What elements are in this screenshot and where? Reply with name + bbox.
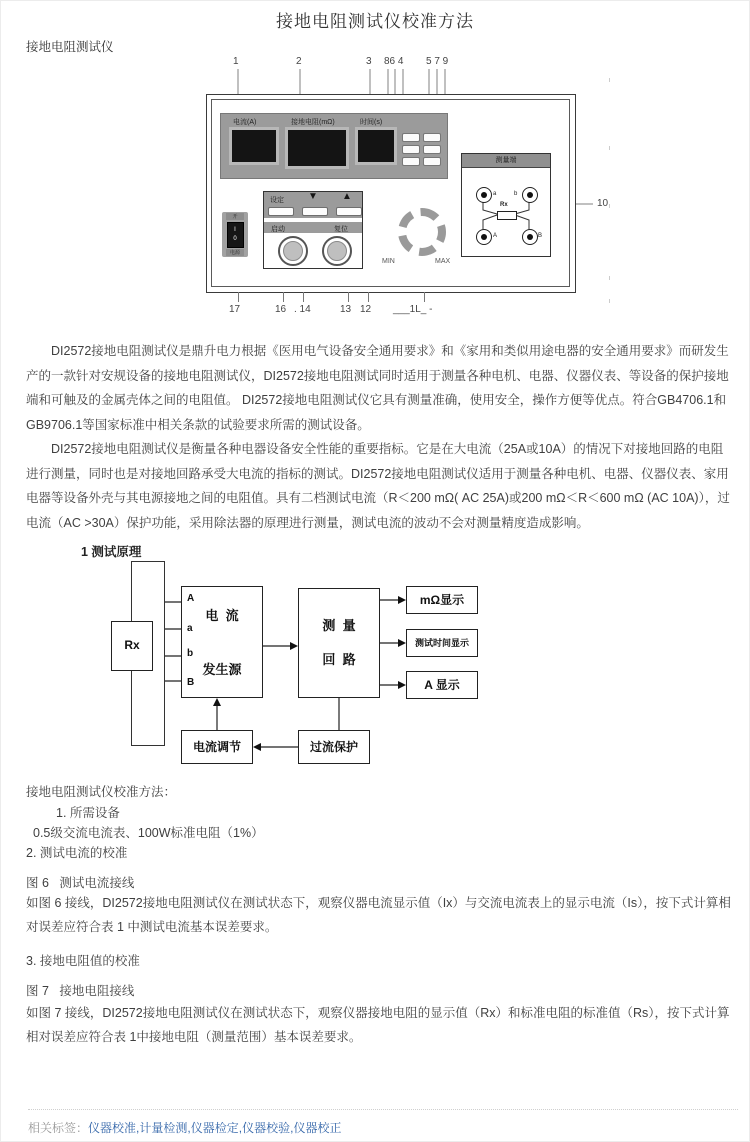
tag-separator: , [187,1121,191,1135]
display-label-current: 电流(A) [233,119,257,126]
src-terminal-B: B [187,677,195,688]
tag-link-check[interactable]: 仪器校验 [242,1121,291,1135]
set-key-label: 设定 [270,197,284,204]
time-display [355,127,397,165]
up-key [336,207,362,216]
device-front-panel-figure [201,56,631,326]
equipment-line: 0.5级交流电流表、100W标准电阻（1%） [33,826,264,840]
rocker-off: 0 [233,235,237,242]
set-key [268,207,294,216]
callout-17: 17 [229,304,241,315]
callout-14: . 14 [294,304,311,315]
power-on-label: 开 [226,213,244,220]
related-tags-label: 相关标签： [28,1121,89,1135]
start-button [278,236,308,266]
overcurrent-protect-block: 过流保护 [298,730,370,764]
down-arrow-icon: ▼ [308,191,318,202]
knob-min-label: MIN [382,258,395,265]
callout-11: ___1L_ - [393,304,433,315]
measure-terminal-box [461,153,551,257]
terminal-box-title: 测量端 [462,154,550,168]
source-label-bottom: 发生源 [202,662,242,677]
rocker-on: I [234,226,236,233]
scan-artifact [609,78,610,82]
down-key [302,207,328,216]
panel-key [423,145,441,154]
measure-circuit-block [298,588,380,698]
src-terminal-a: a [187,623,193,634]
calibration-heading: 接地电阻测试仪校准方法： [26,785,177,799]
callout-1: 1 [233,56,239,67]
rx-block: Rx [111,621,153,671]
terminal-B [522,229,538,245]
intro-paragraph-1: DI2572接地电阻测试仪是鼎升电力根据《医用电气设备安全通用要求》和《家用和类似用途电器的安全通用要求》而研发生产的一款针对安规设备的接地电阻测试仪，DI2572接地电阻测试同时适用于测量各种电机、电器、仪器仪表、等设备的保护接地端和可触及的金属壳体之间的电阻值。 DI2572接地电阻测试仪它具有测量准确，使用安全，操作方便等优点。符合GB4706.1和GB9706.1等国家标准中相关条款的试验要求所需的测试设备。 [26,344,729,432]
panel-key [402,145,420,154]
tag-link-correction[interactable]: 仪器校正 [293,1121,342,1135]
rx-label: Rx [500,202,508,208]
terminal-label-a: a [493,191,497,197]
terminal-a [476,187,492,203]
terminal-b [522,187,538,203]
callout-579: 5 7 9 [426,56,449,67]
src-terminal-A: A [187,593,195,604]
panel-key [402,157,420,166]
display-label-resistance: 接地电阻(mΩ) [291,119,335,126]
calibration-item-1: 1. 所需设备 [56,806,120,820]
callout-16: 16 [275,304,287,315]
tag-separator: , [136,1121,140,1135]
calibration-item-2: 2. 测试电流的校准 [26,846,128,860]
tick [348,292,349,302]
display-label-time: 时间(s) [360,119,383,126]
figure6-text: 如图 6 接线，DI2572接地电阻测试仪在测试状态下，观察仪器电流显示值（Ix）与交流电流表上的显示电流（Is），按下式计算相对误差应符合表 1 中测试电流基本误差要求。 [26,896,731,934]
tick [424,292,425,302]
display-panel [220,113,448,179]
up-arrow-icon: ▲ [342,191,352,202]
source-label-top: 电 流 [205,608,239,623]
src-terminal-b: b [187,648,194,659]
start-label: 启动 [271,226,285,233]
principle-heading: 1 测试原理 [81,545,142,559]
scan-artifact [609,276,610,280]
panel-key [423,133,441,142]
callout-12: 12 [360,304,372,315]
resistance-display [285,127,349,169]
callout-13: 13 [340,304,352,315]
doc-subtitle: 接地电阻测试仪 [26,40,114,54]
panel-key [423,157,441,166]
calibration-item-3: 3. 接地电阻值的校准 [26,954,140,968]
figure7-caption: 图 7 接地电阻接线 [26,984,135,998]
terminal-A [476,229,492,245]
power-switch [222,212,248,257]
tag-link-calibration[interactable]: 仪器校准 [88,1121,137,1135]
scan-artifact [609,299,610,303]
current-source-block [181,586,263,698]
scan-artifact [609,204,610,208]
footer-divider [28,1109,738,1110]
knob-max-label: MAX [435,258,451,265]
reset-button [322,236,352,266]
tag-link-metering[interactable]: 计量检测 [139,1121,188,1135]
tag-separator: , [238,1121,243,1135]
ampere-display-block: A 显示 [406,671,478,699]
figure6-caption: 图 6 测试电流接线 [26,876,135,890]
key-sub-panel [263,191,363,269]
measure-label-top: 测 量 [322,618,356,633]
power-rocker [227,222,244,248]
measure-label-bottom: 回 路 [322,652,356,667]
related-tags-bar [28,1119,341,1136]
test-principle-diagram [101,558,531,776]
terminal-label-A: A [493,233,498,239]
reset-label: 复位 [334,226,348,233]
figure7-text: 如图 7 接线，DI2572接地电阻测试仪在测试状态下，观察仪器接地电阻的显示值（Rx）和标准电阻的标准值（Rs），按下式计算相对误差应符合表 1中接地电阻（测量范围）基本误差要求。 [26,1006,730,1044]
panel-key [402,133,420,142]
rx-resistor [497,211,517,220]
current-adjust-knob [398,208,446,256]
current-display [229,127,279,165]
callout-10: 10 [597,198,609,209]
scan-artifact [609,146,610,150]
callout-864: 86 4 [384,56,404,67]
tag-link-verification[interactable]: 仪器检定 [190,1121,239,1135]
tick [303,292,304,302]
terminal-label-B: B [538,233,543,239]
callout-2: 2 [296,56,302,67]
test-time-display-block: 测试时间显示 [406,629,478,657]
tag-separator: , [290,1121,294,1135]
tick [368,292,369,302]
current-adjust-block: 电流调节 [181,730,253,764]
callout-3: 3 [366,56,372,67]
intro-paragraph-2: DI2572接地电阻测试仪是衡量各种电器设备安全性能的重要指标。它是在大电流（25A或10A）的情况下对接地回路的电阻进行测量，同时也是对接地回路承受大电流的指标的测试。DI2572接地电阻测试仪适用于测量各种电机、电器、仪器仪表、家用电器等设备外壳与其电源接地之间的电阻值。具有二档测试电流（R＜200 mΩ( AC 25A)或200 mΩ＜R＜600 mΩ (AC 10A)），过电流（AC >30A）保护功能，采用除法器的原理进行测量，测试电流的波动不会对测量精度造成影响。 [26,442,730,530]
page-title: 接地电阻测试仪校准方法 [276,12,474,31]
tick [238,292,239,302]
terminal-label-b: b [514,191,518,197]
power-source-label: 电源 [226,249,244,256]
mohm-display-block: mΩ显示 [406,586,478,614]
tick [283,292,284,302]
